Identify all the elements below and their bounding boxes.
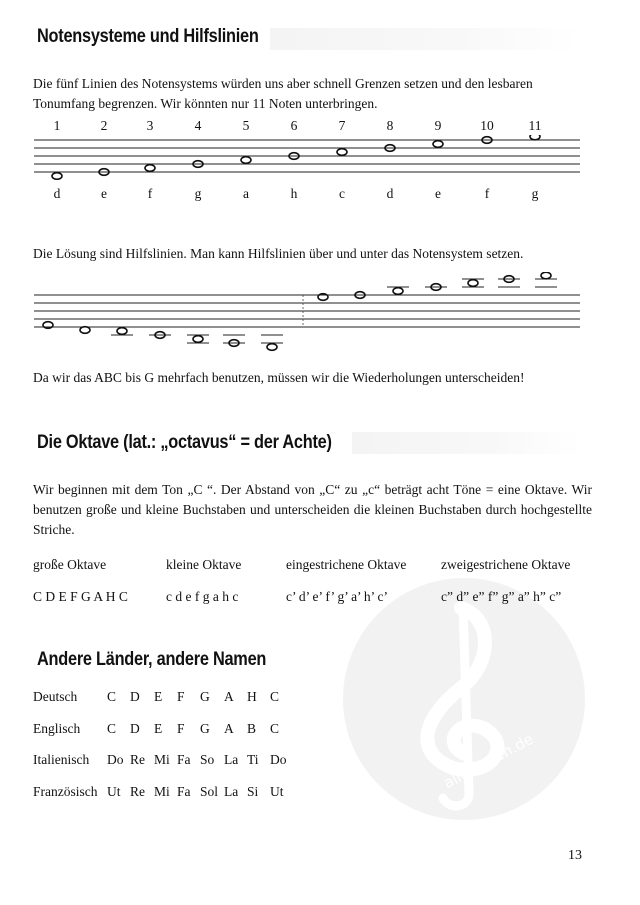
note-name: F xyxy=(177,689,185,704)
note-head xyxy=(433,141,443,148)
note-letter: f xyxy=(147,186,153,201)
note-name: Fa xyxy=(177,752,191,767)
note-name: Re xyxy=(130,752,145,767)
note-name: La xyxy=(224,752,239,767)
note-number: 5 xyxy=(242,118,250,133)
note-letter: h xyxy=(290,186,298,201)
note-name: Fa xyxy=(177,784,191,799)
note-name: Re xyxy=(130,784,145,799)
section-heading-languages: Andere Länder, andere Namen xyxy=(37,649,267,670)
watermark xyxy=(343,578,585,820)
country-label: Englisch xyxy=(33,721,81,736)
ledger-lines-text: Die Lösung sind Hilfslinien. Man kann Hilfslinien über und unter das Notensystem setzen. xyxy=(33,246,524,261)
heading-shadow-2 xyxy=(352,432,582,454)
note-name: Ut xyxy=(270,784,284,799)
note-name: E xyxy=(154,721,163,736)
note-number: 6 xyxy=(290,118,298,133)
note-letter: g xyxy=(531,186,539,201)
octave-paragraph: Wir beginnen mit dem Ton „C “. Der Abstand von „C“ zu „c“ beträgt acht Töne = eine Oktave. Wir benutzen große und kleine Buchstaben und unterscheiden die kleinen Buchstaben durch hochgestellte Striche. xyxy=(33,482,592,537)
note-head xyxy=(468,280,478,287)
note-name: C xyxy=(107,689,117,704)
note-number: 4 xyxy=(194,118,202,133)
note-name: Si xyxy=(247,784,259,799)
note-name: Mi xyxy=(154,784,170,799)
note-name: D xyxy=(130,689,140,704)
octave-label: zweigestrichene Oktave xyxy=(441,557,571,572)
note-letter: e xyxy=(435,186,441,201)
note-name: C xyxy=(270,689,280,704)
repeat-text: Da wir das ABC bis G mehrfach benutzen, müssen wir die Wiederholungen unterscheiden! xyxy=(33,370,525,385)
octave-label: kleine Oktave xyxy=(166,557,242,572)
country-label: Italienisch xyxy=(33,752,90,767)
heading-shadow-1 xyxy=(270,28,580,50)
note-name: So xyxy=(200,752,215,767)
country-label: Deutsch xyxy=(33,689,78,704)
note-name: E xyxy=(154,689,163,704)
note-head xyxy=(530,135,540,140)
note-head xyxy=(52,173,62,180)
note-name: G xyxy=(200,689,210,704)
note-name: A xyxy=(224,689,234,704)
note-head xyxy=(267,344,277,351)
note-number: 3 xyxy=(146,118,154,133)
note-head xyxy=(541,272,551,279)
octave-notes: c d e f g a h c xyxy=(166,589,239,604)
note-name: B xyxy=(247,721,257,736)
note-name: Sol xyxy=(200,784,219,799)
section-heading-staff: Notensysteme und Hilfslinien xyxy=(37,26,259,47)
note-number: 7 xyxy=(338,118,346,133)
note-name: D xyxy=(130,721,140,736)
intro-paragraph: Die fünf Linien des Notensystems würden uns aber schnell Grenzen setzen und den lesbaren Tonumfang begrenzen. Wir könnten nur 11 Noten unterbringen. xyxy=(33,76,533,111)
note-number: 2 xyxy=(100,118,108,133)
staff-ledger-lines xyxy=(0,272,640,352)
page-number: 13 xyxy=(568,848,582,863)
note-name: H xyxy=(247,689,257,704)
octave-label: eingestrichene Oktave xyxy=(286,557,407,572)
note-name: Do xyxy=(270,752,287,767)
note-letter: d xyxy=(53,186,61,201)
note-letter: g xyxy=(194,186,202,201)
staff-eleven-notes xyxy=(0,135,640,180)
note-letter: e xyxy=(101,186,107,201)
note-number: 10 xyxy=(480,118,494,133)
note-name: Ti xyxy=(247,752,259,767)
octave-notes: c’ d’ e’ f’ g’ a’ h’ c’ xyxy=(286,589,389,604)
note-number: 8 xyxy=(386,118,394,133)
note-number: 11 xyxy=(528,118,542,133)
note-head xyxy=(145,165,155,172)
note-head xyxy=(193,336,203,343)
note-letter: a xyxy=(243,186,249,201)
note-name: A xyxy=(224,721,234,736)
country-label: Französisch xyxy=(33,784,98,799)
note-name: C xyxy=(270,721,280,736)
octave-label: große Oktave xyxy=(33,557,107,572)
note-name: Mi xyxy=(154,752,170,767)
note-head xyxy=(80,327,90,334)
note-letter: c xyxy=(339,186,345,201)
note-number: 1 xyxy=(53,118,61,133)
note-name: F xyxy=(177,721,185,736)
note-number: 9 xyxy=(434,118,442,133)
note-name: G xyxy=(200,721,210,736)
octave-notes: C D E F G A H C xyxy=(33,589,128,604)
note-letter: d xyxy=(386,186,394,201)
note-head xyxy=(241,157,251,164)
note-letter: f xyxy=(484,186,490,201)
note-head xyxy=(337,149,347,156)
note-head xyxy=(117,328,127,335)
watermark-text: alle-noten.de xyxy=(440,729,537,793)
note-name: Ut xyxy=(107,784,121,799)
note-name: La xyxy=(224,784,239,799)
note-name: C xyxy=(107,721,117,736)
section-heading-octave: Die Oktave (lat.: „octavus“ = der Achte) xyxy=(37,432,332,453)
note-head xyxy=(393,288,403,295)
octave-notes: c” d” e” f” g” a” h” c” xyxy=(441,589,562,604)
note-name: Do xyxy=(107,752,124,767)
